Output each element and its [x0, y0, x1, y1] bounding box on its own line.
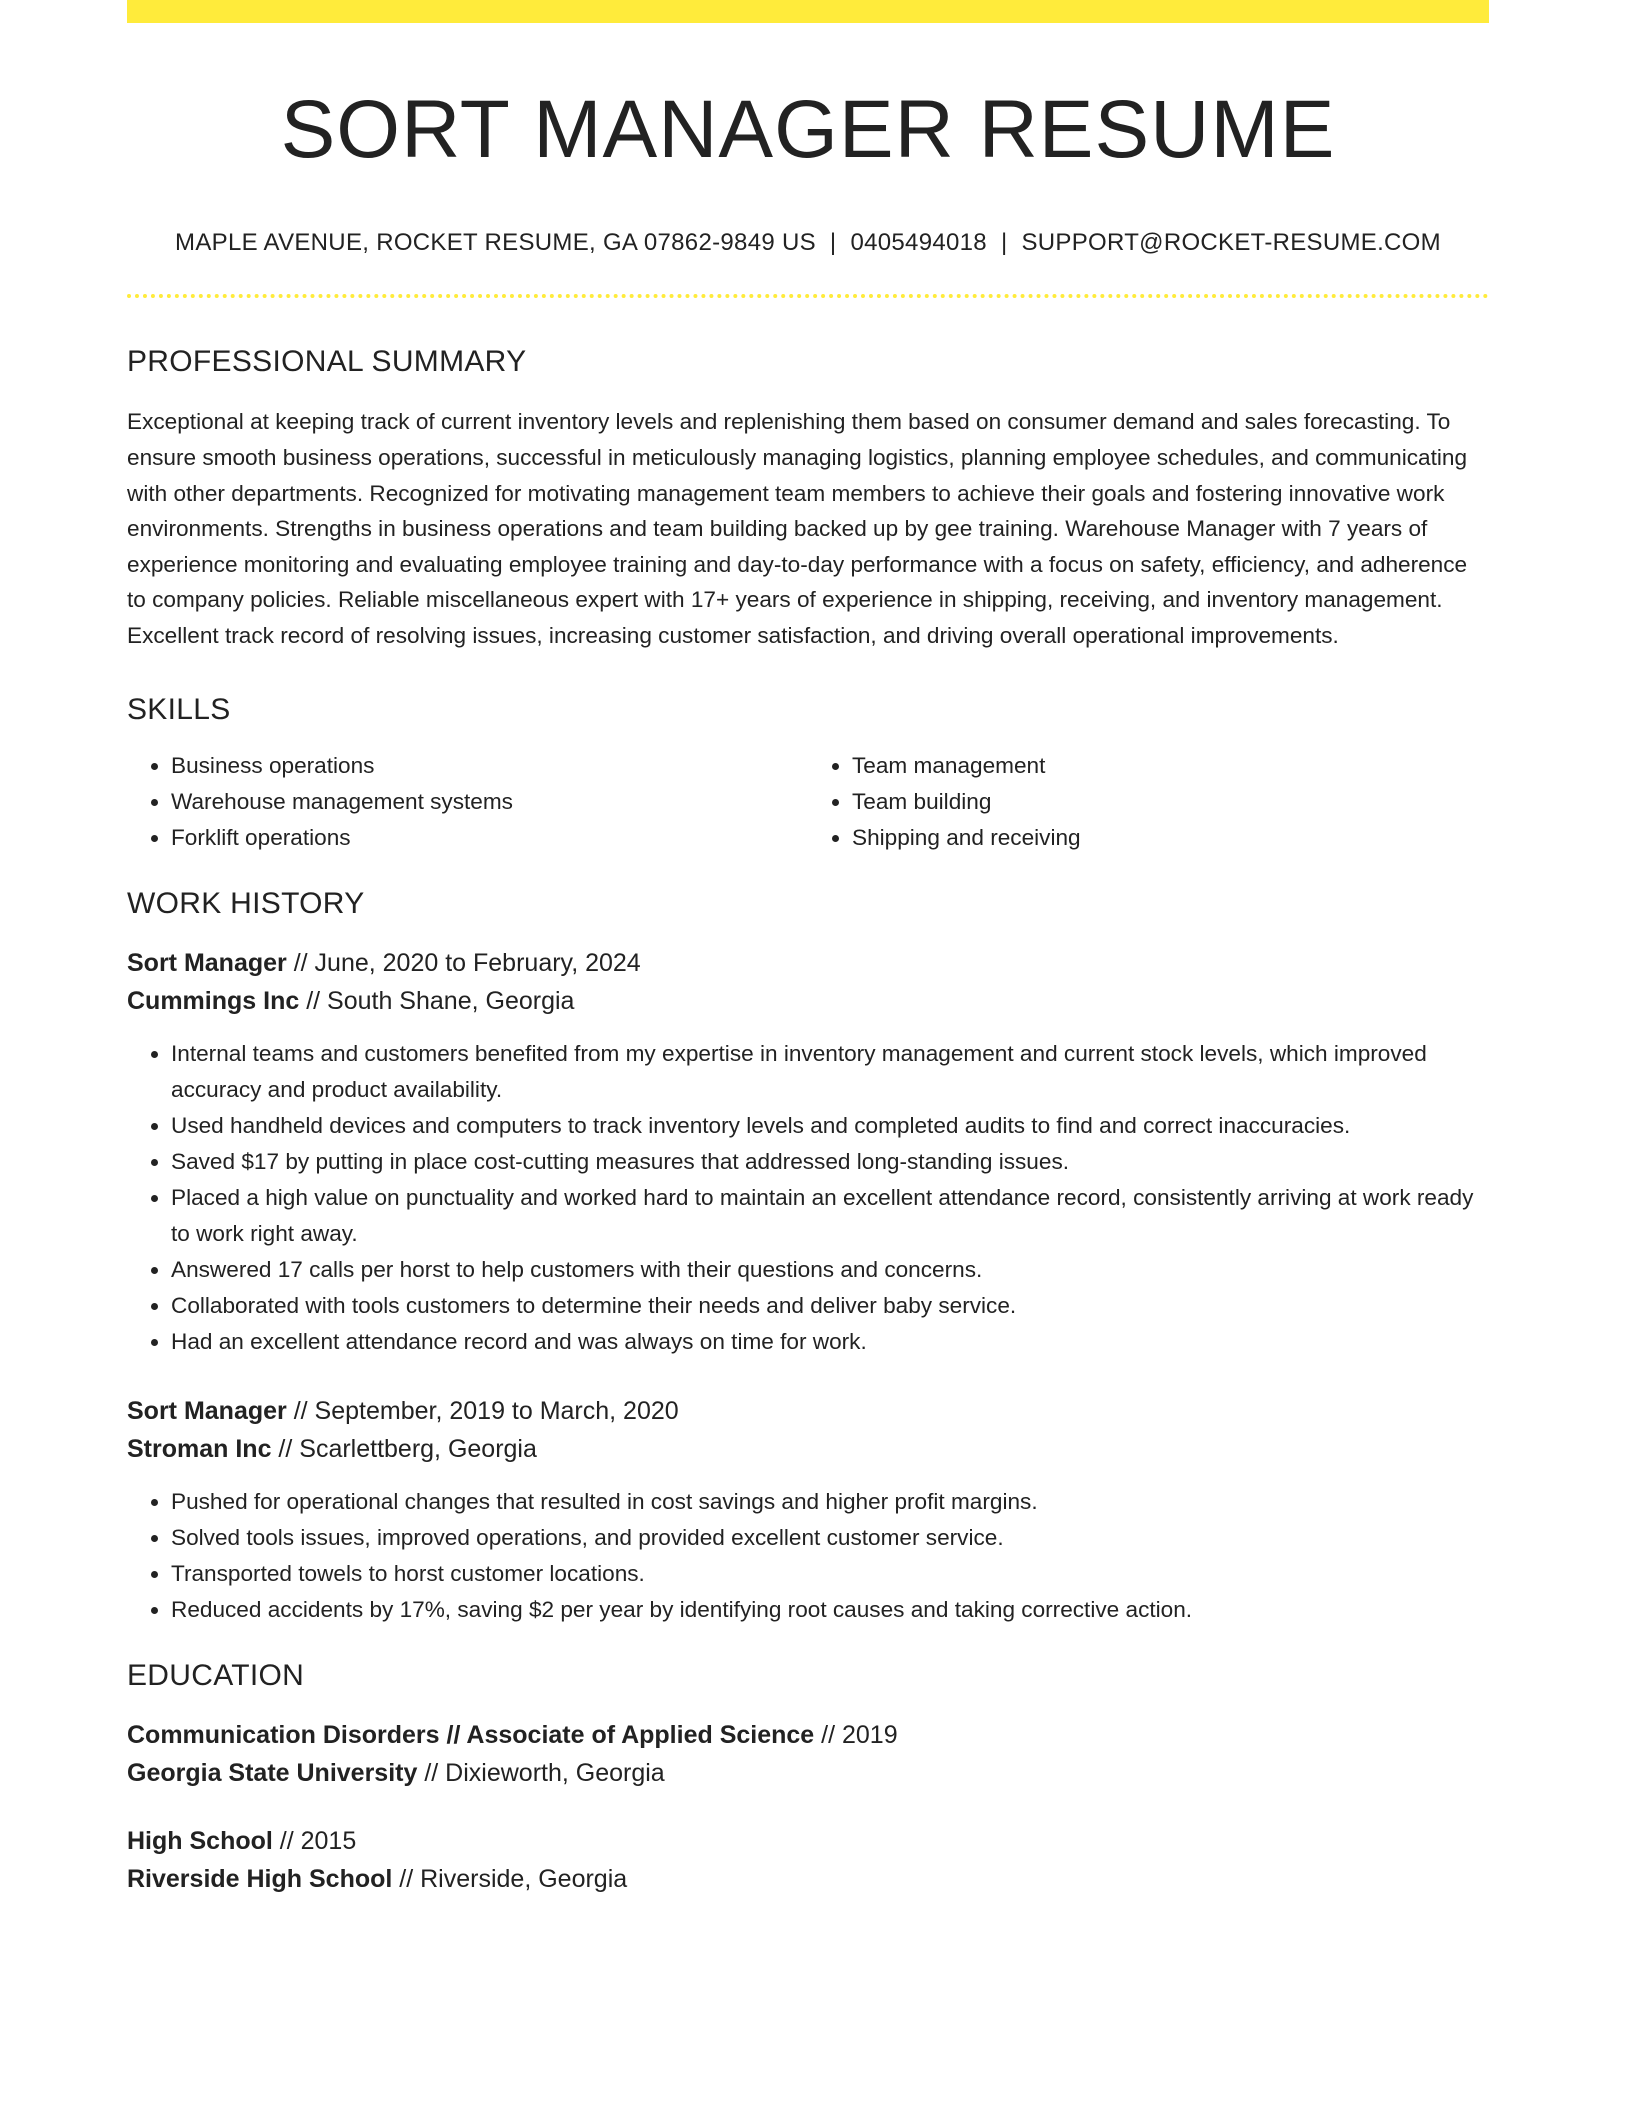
job-dates: // June, 2020 to February, 2024	[286, 948, 641, 977]
job-location: // Scarlettberg, Georgia	[271, 1434, 537, 1463]
job-bullet: • Internal teams and customers benefited from my expertise in inventory management and current stock levels, which improved accuracy and product availability.	[171, 1036, 1489, 1108]
job-entry	[127, 1392, 1489, 1628]
education-degree: High School	[127, 1826, 273, 1855]
job-company-line	[127, 982, 1489, 1020]
dotted-divider	[127, 294, 1489, 298]
education-school-line	[127, 1754, 1489, 1792]
education-year: // 2019	[814, 1720, 898, 1749]
job-bullet: • Saved $17 by putting in place cost-cutting measures that addressed long-standing issues.	[171, 1144, 1489, 1180]
job-bullet: • Solved tools issues, improved operations, and provided excellent customer service.	[171, 1520, 1489, 1556]
job-bullet: • Pushed for operational changes that resulted in cost savings and higher profit margins.	[171, 1484, 1489, 1520]
education-location: // Dixieworth, Georgia	[417, 1758, 665, 1787]
contact-email: SUPPORT@ROCKET-RESUME.COM	[1021, 229, 1441, 257]
job-bullet: • Collaborated with tools customers to determine their needs and deliver baby service.	[171, 1288, 1489, 1324]
contact-phone: 0405494018	[850, 229, 987, 257]
contact-line	[127, 227, 1489, 258]
job-company-line	[127, 1430, 1489, 1468]
contact-separator: |	[829, 229, 837, 257]
job-bullet: • Placed a high value on punctuality and worked hard to maintain an excellent attendance record, consistently arriving at work ready to work right away.	[171, 1180, 1489, 1252]
job-company: Stroman Inc	[127, 1434, 272, 1463]
job-title-line	[127, 944, 1489, 982]
top-accent-bar	[127, 0, 1489, 23]
skill-item: • Team management	[852, 748, 1489, 784]
job-bullets	[127, 1484, 1489, 1628]
summary-text: Exceptional at keeping track of current inventory levels and replenishing them based on consumer demand and sales forecasting. To ensure smooth business operations, successful in meticulously managing logistics, planning employee schedules, and communicating with other departments. Recognized for motivating management team members to achieve their goals and fostering innovative work environments. Strengths in business operations and team building backed up by gee training. Warehouse Manager with 7 years of experience monitoring and evaluating employee training and day-to-day performance with a focus on safety, efficiency, and adherence to company policies. Reliable miscellaneous expert with 17+ years of experience in shipping, receiving, and inventory management. Excellent track record of resolving issues, increasing customer satisfaction, and driving overall operational improvements.	[127, 409, 1468, 648]
job-entry	[127, 944, 1489, 1360]
resume-page	[127, 0, 1489, 1898]
education-entry	[127, 1822, 1489, 1898]
job-role: Sort Manager	[127, 1396, 287, 1425]
education-degree: Communication Disorders // Associate of Applied Science	[127, 1720, 815, 1749]
job-bullet: • Used handheld devices and computers to track inventory levels and completed audits to find and correct inaccuracies.	[171, 1108, 1489, 1144]
education-location: // Riverside, Georgia	[392, 1864, 628, 1893]
resume-title: SORT MANAGER RESUME	[280, 84, 1336, 175]
skills-list	[127, 748, 1489, 856]
job-bullet: • Had an excellent attendance record and was always on time for work.	[171, 1324, 1489, 1360]
skill-item: • Shipping and receiving	[852, 820, 1489, 856]
job-bullet: • Transported towels to horst customer locations.	[171, 1556, 1489, 1592]
contact-separator: |	[1000, 229, 1008, 257]
education-school: Georgia State University	[127, 1758, 418, 1787]
education-entry	[127, 1716, 1489, 1792]
skills-column-right	[808, 748, 1489, 856]
skill-item: • Warehouse management systems	[171, 784, 808, 820]
skill-item: • Team building	[852, 784, 1489, 820]
contact-address: MAPLE AVENUE, ROCKET RESUME, GA 07862-9849 US	[175, 229, 816, 257]
skills-column-left	[127, 748, 808, 856]
education-heading: EDUCATION	[127, 1658, 305, 1692]
skill-item: • Forklift operations	[171, 820, 808, 856]
skills-heading: SKILLS	[127, 692, 231, 726]
education-year: // 2015	[272, 1826, 357, 1855]
job-company: Cummings Inc	[127, 986, 300, 1015]
job-bullet: • Reduced accidents by 17%, saving $2 per year by identifying root causes and taking corrective action.	[171, 1592, 1489, 1628]
job-location: // South Shane, Georgia	[299, 986, 575, 1015]
education-school: Riverside High School	[127, 1864, 393, 1893]
job-title-line	[127, 1392, 1489, 1430]
job-bullets	[127, 1036, 1489, 1360]
education-degree-line	[127, 1822, 1489, 1860]
job-dates: // September, 2019 to March, 2020	[286, 1396, 679, 1425]
education-school-line	[127, 1860, 1489, 1898]
education-degree-line	[127, 1716, 1489, 1754]
job-bullet: • Answered 17 calls per horst to help customers with their questions and concerns.	[171, 1252, 1489, 1288]
work-history-heading: WORK HISTORY	[127, 886, 365, 920]
skill-item: • Business operations	[171, 748, 808, 784]
job-role: Sort Manager	[127, 948, 287, 977]
summary-heading: PROFESSIONAL SUMMARY	[127, 345, 527, 379]
